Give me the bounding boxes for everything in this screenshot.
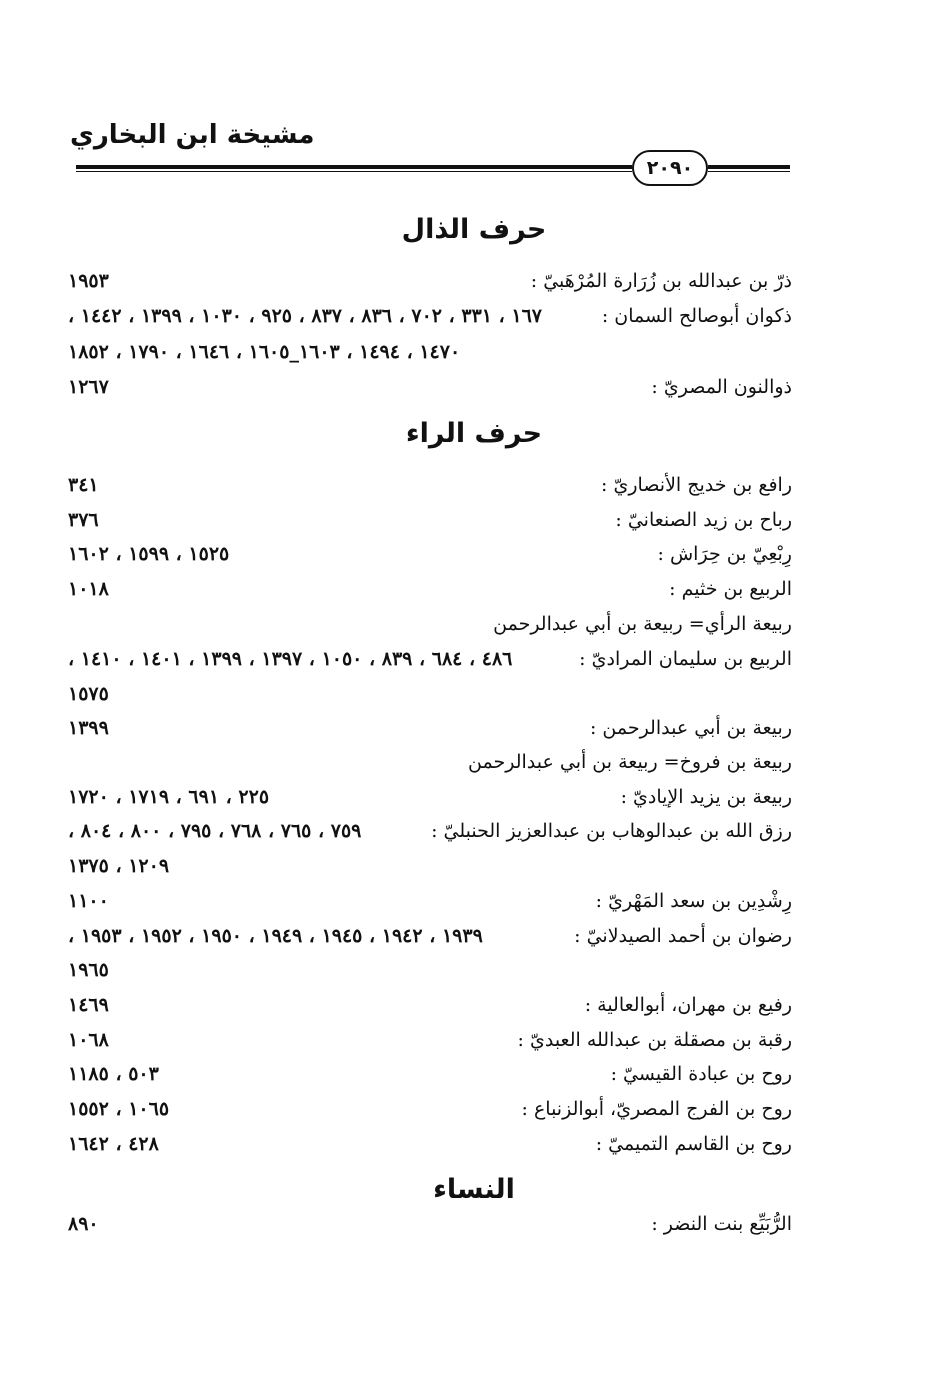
entry-name: الربيع بن سليمان المراديّ :: [579, 648, 792, 670]
entry-refs: ٧٥٩ ، ٧٦٥ ، ٧٦٨ ، ٧٩٥ ، ٨٠٠ ، ٨٠٤ ،: [68, 820, 362, 842]
entry-refs: ١٥٢٥ ، ١٥٩٩ ، ١٦٠٢: [68, 543, 230, 565]
entry-refs: ١٦٧ ، ٣٣١ ، ٧٠٢ ، ٨٣٦ ، ٨٣٧ ، ٩٢٥ ، ١٠٣٠ ، ١٣٩٩ ، ١٤٤٢ ،: [68, 305, 542, 327]
index-entry: [68, 543, 792, 573]
index-entry: [68, 578, 792, 608]
entry-refs: ٢٢٥ ، ٦٩١ ، ١٧١٩ ، ١٧٢٠: [68, 786, 270, 808]
index-entry: [68, 270, 792, 300]
entry-refs: ٤٢٨ ، ١٦٤٢: [68, 1133, 159, 1155]
index-entry: [68, 1098, 792, 1128]
index-entry: [68, 786, 792, 816]
index-entry-continuation: [68, 959, 792, 989]
header-rule-right-thin: [708, 171, 790, 172]
entry-name: رضوان بن أحمد الصيدلانيّ :: [574, 925, 792, 947]
entry-refs: ١٩٣٩ ، ١٩٤٢ ، ١٩٤٥ ، ١٩٤٩ ، ١٩٥٠ ، ١٩٥٢ ، ١٩٥٣ ،: [68, 925, 483, 947]
entry-name: روح بن عبادة القيسيّ :: [610, 1063, 792, 1085]
entry-name: رباح بن زيد الصنعانيّ :: [615, 509, 792, 531]
entry-name: ذرّ بن عبدالله بن زُرَارة المُرْهَبيّ :: [530, 270, 792, 292]
header-rule: [76, 165, 632, 169]
entry-refs: ١٠٦٨: [68, 1029, 109, 1051]
index-entry: [68, 820, 792, 850]
book-title: مشيخة ابن البخاري: [70, 120, 315, 150]
entry-refs: ١١٠٠: [68, 890, 109, 912]
entry-refs: ٥٠٣ ، ١١٨٥: [68, 1063, 159, 1085]
entry-refs: ١٢٠٩ ، ١٣٧٥: [68, 855, 170, 877]
section-heading-nisa: النساء: [433, 1174, 515, 1205]
header-rule-thin: [76, 171, 632, 172]
index-entry: [68, 474, 792, 504]
section-heading-ra: حرف الراء: [405, 418, 543, 449]
page-number: ٢٠٩٠: [632, 150, 708, 186]
index-entry: [68, 648, 792, 678]
entry-refs: ١٤٧٠ ، ١٤٩٤ ، ١٦٠٣_١٦٠٥ ، ١٦٤٦ ، ١٧٩٠ ، ١٨٥٢: [68, 341, 461, 363]
index-entry: [68, 1133, 792, 1163]
index-entry: [68, 1213, 792, 1243]
entry-name: الرُّبَيِّع بنت النضر :: [651, 1213, 792, 1235]
entry-refs: ١٢٦٧: [68, 376, 109, 398]
entry-name: ربيعة بن أبي عبدالرحمن :: [589, 717, 792, 739]
index-entry: [68, 717, 792, 747]
entry-name: رقبة بن مصقلة بن عبدالله العبديّ :: [517, 1029, 792, 1051]
index-entry: [68, 751, 792, 781]
index-entry: [68, 305, 792, 335]
entry-refs: ٣٧٦: [68, 509, 99, 531]
entry-refs: ٣٤١: [68, 474, 99, 496]
entry-name: رزق الله بن عبدالوهاب بن عبدالعزيز الحنبليّ :: [431, 820, 792, 842]
entry-refs: ١٠٦٥ ، ١٥٥٢: [68, 1098, 170, 1120]
index-entry: [68, 509, 792, 539]
index-entry-continuation: [68, 683, 792, 713]
index-entry: [68, 1063, 792, 1093]
entry-refs: ١٩٥٣: [68, 270, 109, 292]
entry-refs: ٨٩٠: [68, 1213, 99, 1235]
entry-refs: ١٩٦٥: [68, 959, 109, 981]
entry-name: روح بن القاسم التميميّ :: [595, 1133, 792, 1155]
entry-name: ربيعة بن يزيد الإياديّ :: [620, 786, 792, 808]
index-entry: [68, 613, 792, 643]
index-entry: [68, 994, 792, 1024]
header-rule-right: [708, 165, 790, 169]
entry-name: ذكوان أبوصالح السمان :: [601, 305, 792, 327]
index-entry: [68, 376, 792, 406]
index-entry-continuation: [68, 855, 792, 885]
entry-name: ذوالنون المصريّ :: [651, 376, 792, 398]
entry-refs: ٤٨٦ ، ٦٨٤ ، ٨٣٩ ، ١٠٥٠ ، ١٣٩٧ ، ١٣٩٩ ، ١٤٠١ ، ١٤١٠ ،: [68, 648, 513, 670]
entry-refs: ١٠١٨: [68, 578, 109, 600]
entry-name: رِشْدِين بن سعد المَهْريّ :: [595, 890, 792, 912]
entry-refs: ١٤٦٩: [68, 994, 109, 1016]
index-entry: [68, 925, 792, 955]
entry-name: ربيعة بن فروخ= ربيعة بن أبي عبدالرحمن: [468, 751, 792, 773]
index-entry-continuation: [68, 341, 792, 371]
entry-name: رفيع بن مهران، أبوالعالية :: [584, 994, 792, 1016]
entry-name: رِبْعِيّ بن حِرَاش :: [657, 543, 792, 565]
entry-name: ربيعة الرأي= ربيعة بن أبي عبدالرحمن: [493, 613, 792, 635]
index-entry: [68, 890, 792, 920]
section-heading-dhal: حرف الذال: [401, 214, 547, 245]
index-entry: [68, 1029, 792, 1059]
entry-refs: ١٣٩٩: [68, 717, 109, 739]
entry-name: الربيع بن خثيم :: [669, 578, 792, 600]
entry-name: روح بن الفرج المصريّ، أبوالزنباع :: [521, 1098, 792, 1120]
entry-name: رافع بن خديج الأنصاريّ :: [601, 474, 792, 496]
entry-refs: ١٥٧٥: [68, 683, 109, 705]
